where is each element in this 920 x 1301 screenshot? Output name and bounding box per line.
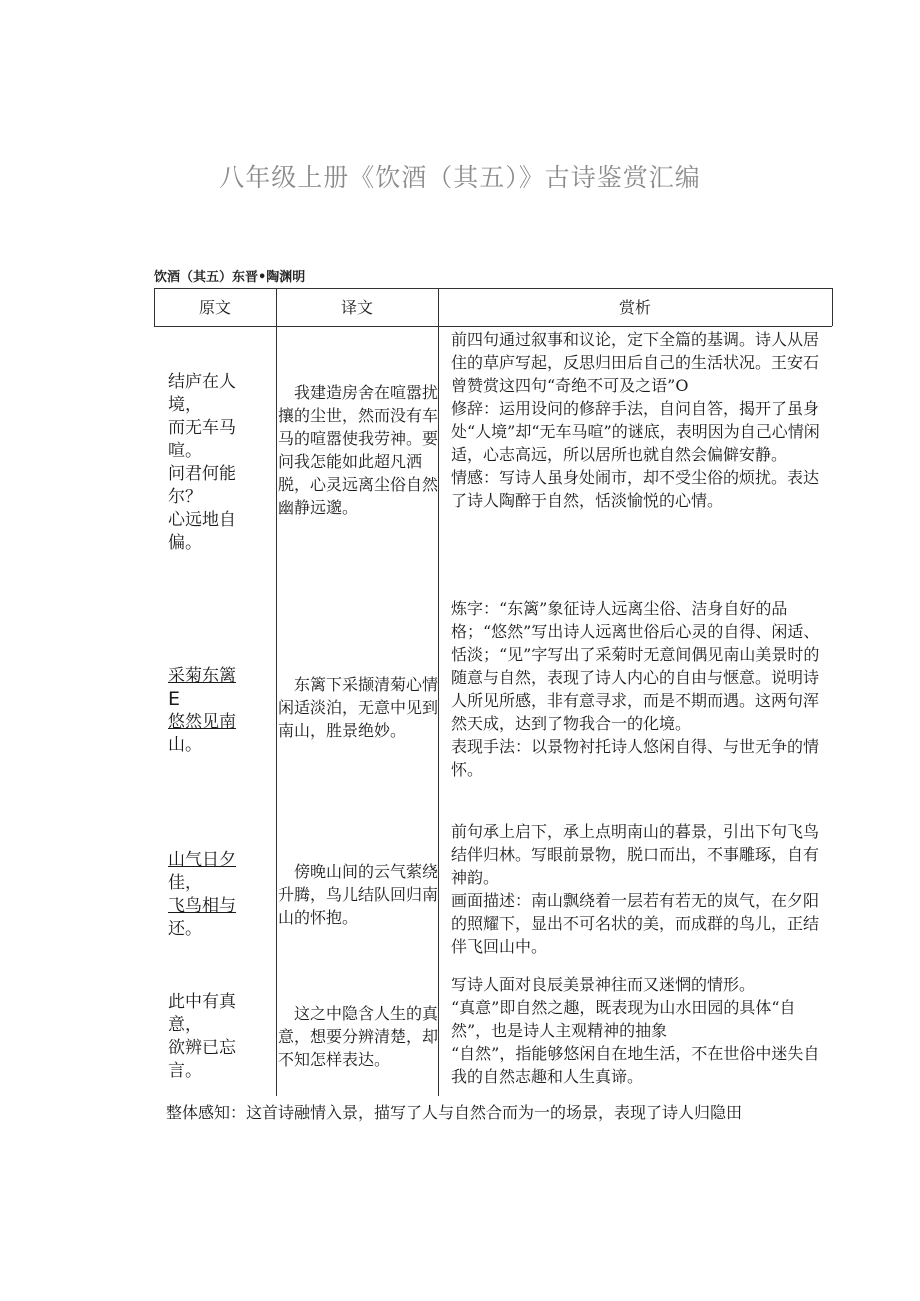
original-line: 偏。 [168,533,202,553]
original-cell-1 [168,371,253,555]
original-cell-4 [168,991,253,1083]
header-original: 原文 [154,288,276,327]
original-cell-3 [168,849,253,941]
original-line: 此中有真 [168,992,236,1012]
analysis-paragraph: “真意”即自然之趣，既表现为山水田园的具体“自然”，也是诗人主观精神的抽象 [451,998,796,1040]
original-line: 飞鸟相与 [168,896,236,916]
analysis-paragraph: 前四句通过叙事和议论，定下全篇的基调。诗人从居住的草庐写起，反思归田后自己的生活状况。王安石曾赞赏这四句“奇绝不可及之语”O [451,330,820,395]
page-title: 八年级上册《饮酒（其五）》古诗鉴赏汇编 [219,163,701,192]
header-analysis: 赏析 [438,288,832,327]
analysis-paragraph: 画面描述：南山飘绕着一层若有若无的岚气，在夕阳的照耀下，显出不可名状的美，而成群的鸟儿，正结伴飞回山中。 [451,891,820,956]
analysis-paragraph: 写诗人面对良辰美景神往而又迷惘的情形。 [451,975,756,994]
analysis-cell-3 [451,820,834,958]
original-line: E [168,688,181,710]
analysis-cell-1 [451,328,834,512]
original-line: 意， [168,1015,202,1035]
analysis-paragraph: 修辞：运用设问的修辞手法，自问自答，揭开了虽身处“人境”却“无车马喧”的谜底，表明因为自己心情闲适，心志高远，所以居所也就自然会偏僻安静。 [451,399,820,464]
original-line: 欲辨已忘 [168,1038,236,1058]
original-line: 喧。 [168,441,202,461]
original-line: 尔？ [168,487,202,507]
original-line: 山气日夕 [168,850,236,870]
analysis-cell-4 [451,973,834,1088]
original-line: 采菊东篱 [168,666,236,686]
original-line: 山。 [168,735,202,755]
analysis-paragraph: 情感：写诗人虽身处闹市，却不受尘俗的烦扰。表达了诗人陶醉于自然，恬淡愉悦的心情。 [451,468,820,510]
original-line: 还。 [168,919,202,939]
original-line: 而无车马 [168,418,236,438]
original-line: 结庐在人 [168,372,236,392]
original-cell-2 [168,665,253,757]
overall-summary: 整体感知：这首诗融情入景，描写了人与自然合而为一的场景，表现了诗人归隐田 [166,1103,743,1122]
translation-cell-2: 东篱下采撷清菊心情闲适淡泊，无意中见到南山，胜景绝妙。 [278,675,439,740]
analysis-paragraph: 表现手法：以景物衬托诗人悠闲自得、与世无争的情怀。 [451,737,820,779]
header-translation: 译文 [276,288,438,327]
analysis-cell-2 [451,597,834,781]
analysis-paragraph: 前句承上启下，承上点明南山的暮景，引出下句飞鸟结伴归林。写眼前景物，脱口而出，不事雕琢，自有神韵。 [451,822,820,887]
original-line: 言。 [168,1061,202,1081]
translation-cell-4: 这之中隐含人生的真意，想要分辨清楚，却不知怎样表达。 [278,1004,439,1069]
table-border-right [832,288,833,326]
poem-caption: 饮酒（其五）东晋•陶渊明 [154,270,306,285]
analysis-paragraph: “自然”，指能够悠闲自在地生活，不在世俗中迷失自我的自然志趣和人生真谛。 [451,1044,820,1086]
original-line: 悠然见南 [168,712,236,732]
original-line: 心远地自 [168,510,236,530]
original-line: 佳， [168,873,202,893]
translation-cell-3: 傍晚山间的云气萦绕升腾，鸟儿结队回归南山的怀抱。 [278,862,439,927]
table-border-left [154,288,155,326]
translation-cell-1: 我建造房舍在喧嚣扰攘的尘世，然而没有车马的喧嚣使我劳神。要问我怎能如此超凡洒脱，心灵远离尘俗自然幽静远邈。 [278,383,439,517]
original-line: 问君何能 [168,464,236,484]
column-divider-1 [276,288,277,1096]
analysis-paragraph: 炼字：“东篱”象征诗人远离尘俗、洁身自好的品格；“悠然”写出诗人远离世俗后心灵的自得、闲适、恬淡；“见”字写出了采菊时无意间偶见南山美景时的随意与自然，表现了诗人内心的自由与惬意。说明诗人所见所感，非有意寻求，而是不期而遇。这两句浑然天成，达到了物我合一的化境。 [451,599,820,733]
original-line: 境， [168,395,202,415]
